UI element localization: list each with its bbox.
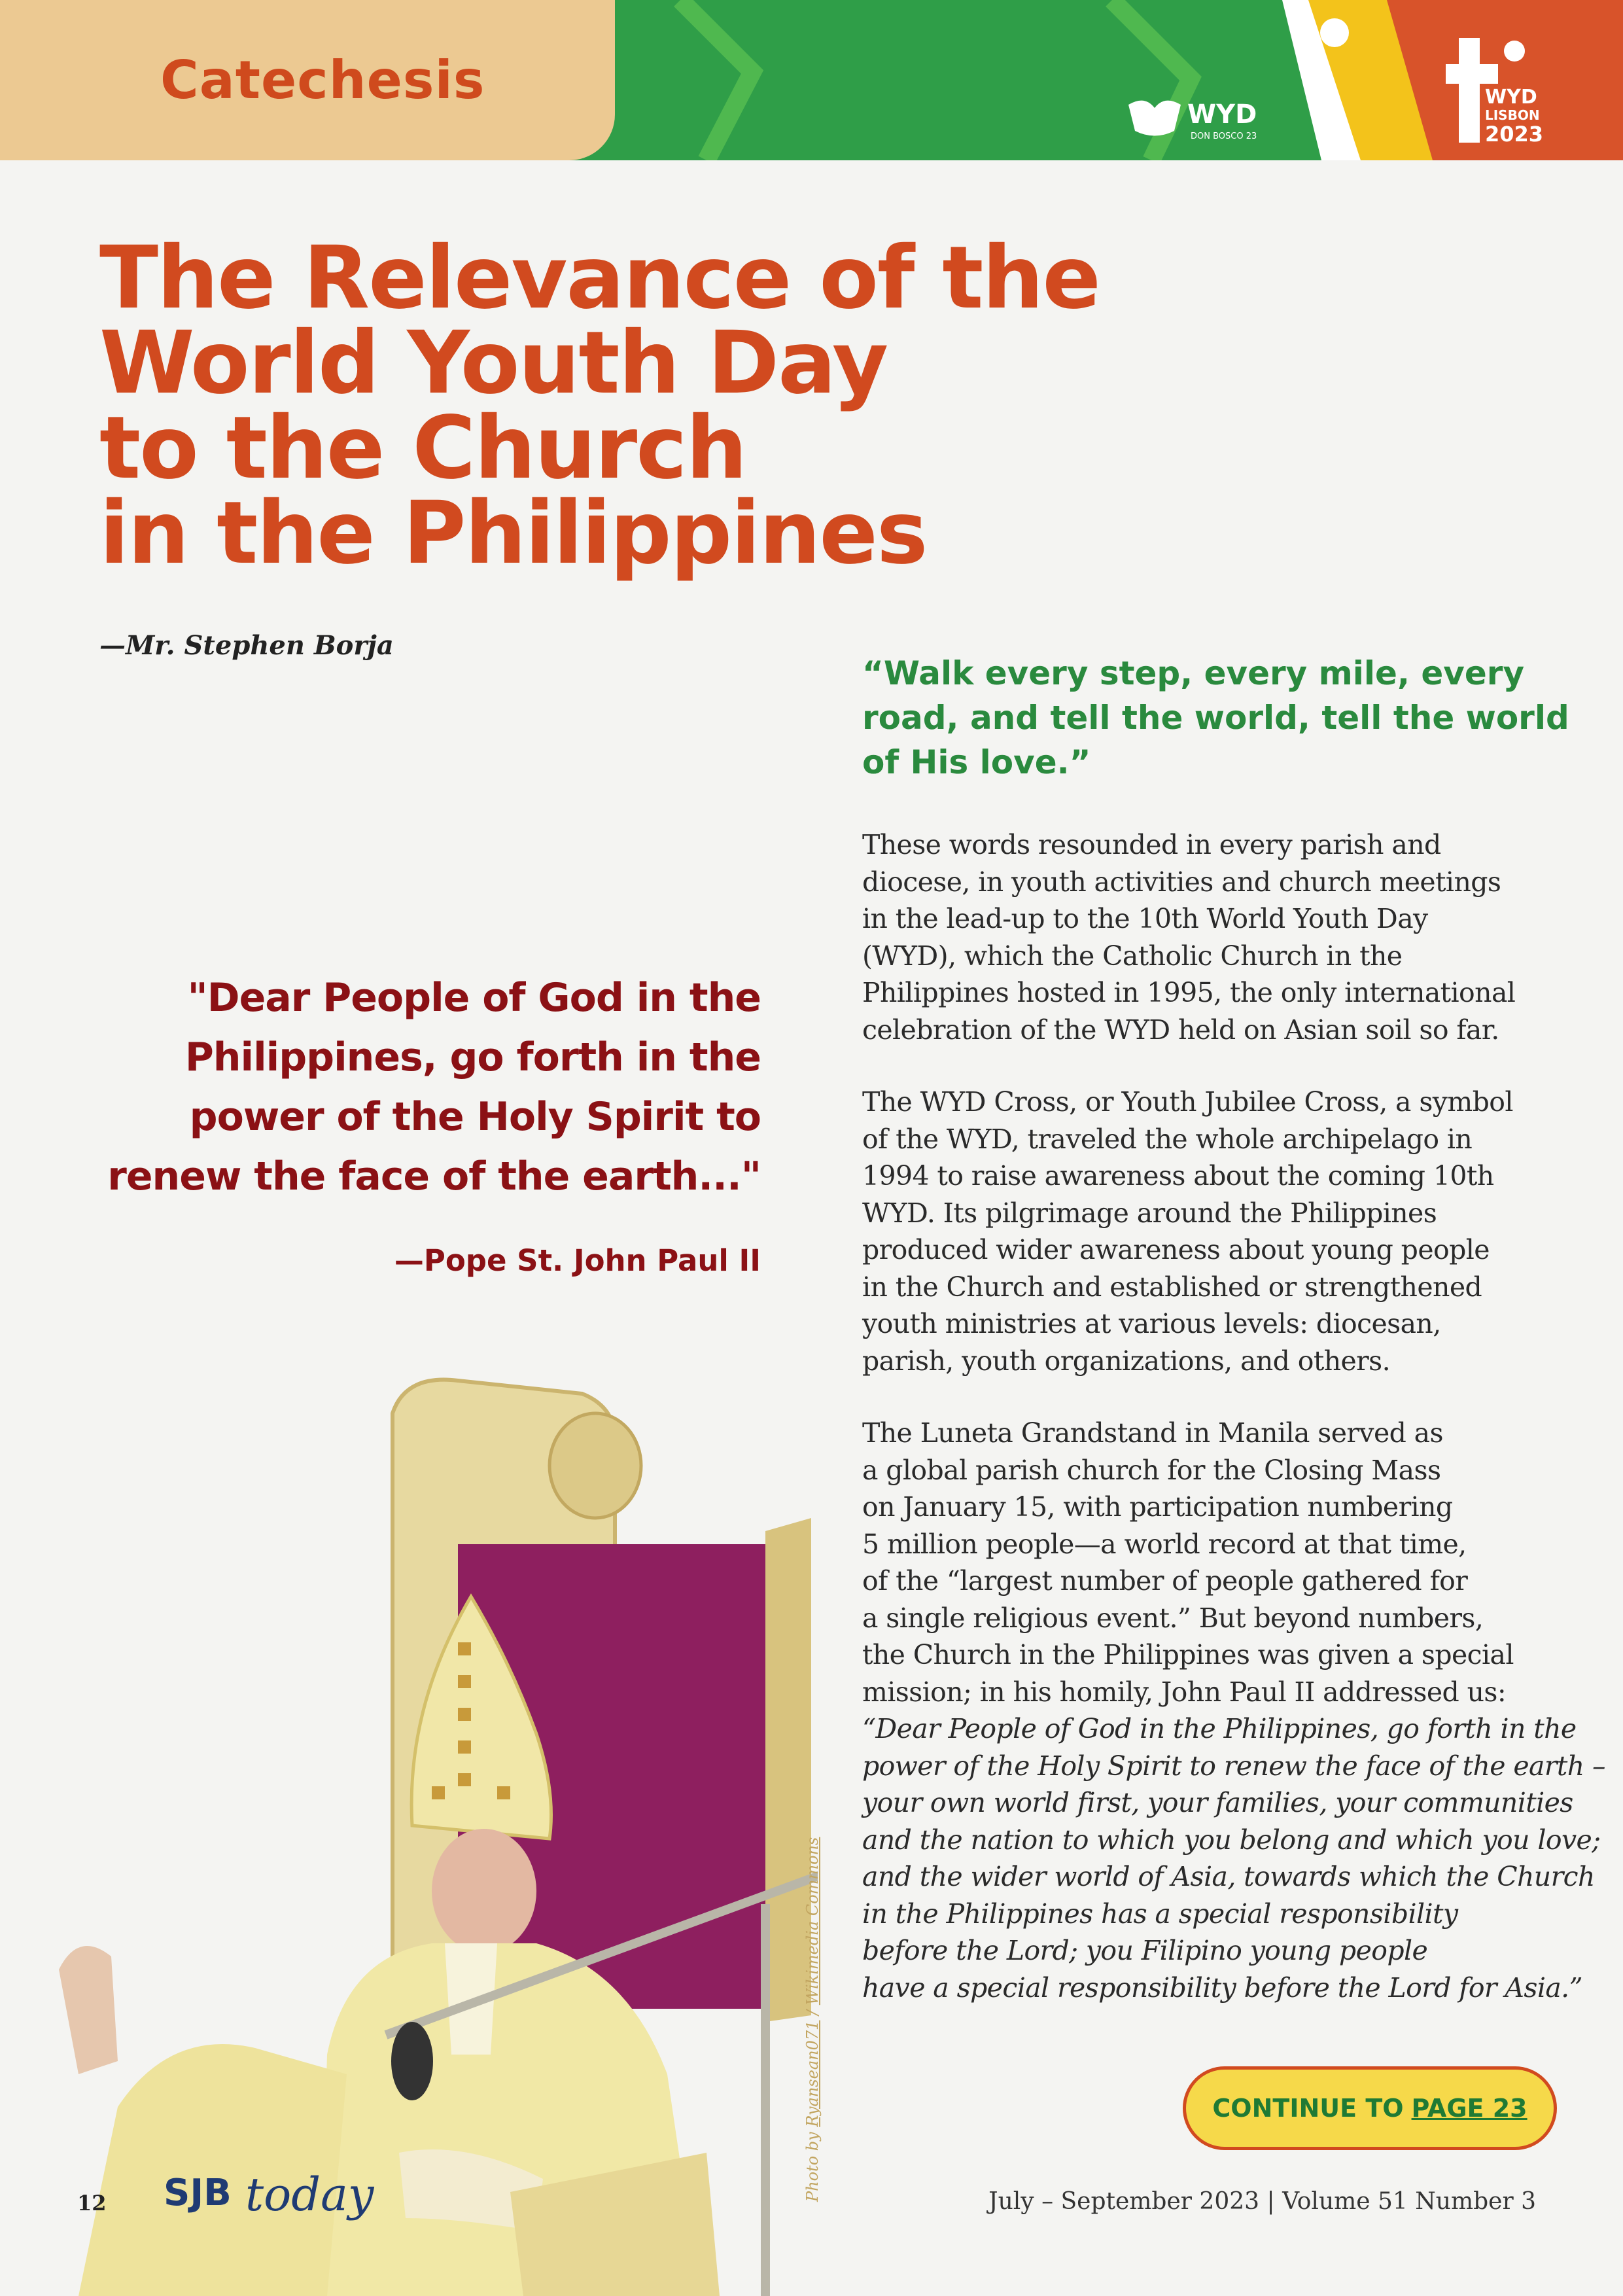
text-line: celebration of the WYD held on Asian soil so far. — [862, 1014, 1499, 1046]
text-line: Philippines hosted in 1995, the only international — [862, 977, 1516, 1008]
text-line: 1994 to raise awareness about the coming 10th — [862, 1160, 1494, 1192]
body-paragraph-2 — [862, 1084, 1556, 1379]
pull-quote-line: Philippines, go forth in the — [184, 1034, 761, 1080]
text-line: The Luneta Grandstand in Manila served as — [862, 1417, 1443, 1449]
sjb-today-logo — [164, 2159, 379, 2231]
text-line: diocese, in youth activities and church meetings — [862, 866, 1501, 898]
title-line: in the Philippines — [99, 483, 927, 584]
section-label: Catechesis — [160, 50, 485, 111]
homily-quote-line: “Dear People of God in the Philippines, go forth in the — [862, 1713, 1577, 1744]
homily-quote-line: and the nation to which you belong and which you love; — [862, 1824, 1601, 1856]
svg-text:today: today — [245, 2168, 374, 2221]
text-line: These words resounded in every parish and — [862, 829, 1441, 860]
text-line: on January 15, with participation numbering — [862, 1491, 1453, 1523]
svg-text:WYD: WYD — [1485, 86, 1537, 109]
song-quote-line: of His love.” — [862, 743, 1091, 781]
text-line: WYD. Its pilgrimage around the Philippines — [862, 1197, 1437, 1229]
text-line: parish, youth organizations, and others. — [862, 1345, 1391, 1377]
text-line: in the Church and established or strengthened — [862, 1271, 1482, 1303]
issue-info: July – September 2023 | Volume 51 Number 3 — [988, 2188, 1536, 2215]
pope-photo — [39, 1368, 818, 2296]
body-paragraph-1 — [862, 826, 1556, 1048]
photo-credit-prefix: Photo by — [803, 2127, 822, 2202]
text-line: The WYD Cross, or Youth Jubilee Cross, a symbol — [862, 1086, 1513, 1118]
author-byline: —Mr. Stephen Borja — [99, 630, 394, 661]
title-line: The Relevance of the — [99, 228, 1100, 328]
svg-text:DON BOSCO 23: DON BOSCO 23 — [1191, 132, 1257, 141]
article-title — [99, 228, 1100, 584]
homily-quote-line: in the Philippines has a special responsibility — [862, 1898, 1458, 1930]
text-line: 5 million people—a world record at that time, — [862, 1528, 1467, 1560]
pull-quote — [41, 968, 761, 1207]
body-paragraph-3 — [862, 1415, 1605, 2006]
continue-button[interactable] — [1183, 2066, 1557, 2150]
continue-page-link[interactable]: PAGE 23 — [1411, 2094, 1527, 2123]
svg-text:WYD: WYD — [1187, 99, 1257, 130]
text-line: a single religious event.” But beyond numbers, — [862, 1602, 1484, 1634]
svg-text:2023: 2023 — [1485, 122, 1544, 147]
text-line: mission; in his homily, John Paul II addressed us: — [862, 1676, 1507, 1708]
pull-quote-line: "Dear People of God in the — [187, 975, 761, 1021]
photo-credit-author-link[interactable]: Ryansean071 — [803, 2020, 822, 2127]
wyd-lisbon-logo — [1446, 31, 1557, 149]
header-band — [0, 0, 1623, 160]
svg-text:LISBON: LISBON — [1485, 107, 1540, 123]
text-line: produced wider awareness about young people — [862, 1234, 1490, 1265]
homily-quote-line: have a special responsibility before the Lord for Asia.” — [862, 1971, 1582, 2004]
wyd-don-bosco-logo — [1125, 92, 1282, 144]
section-tab — [0, 0, 615, 160]
song-quote — [862, 651, 1569, 785]
pull-quote-line: power of the Holy Spirit to — [189, 1094, 761, 1140]
homily-quote-line: and the wider world of Asia, towards which the Church — [862, 1861, 1595, 1892]
pull-quote-line: renew the face of the earth..." — [107, 1154, 761, 1199]
photo-credit-separator: / — [803, 2005, 822, 2021]
page-number: 12 — [77, 2191, 107, 2216]
song-quote-line: “Walk every step, every mile, every — [862, 654, 1525, 692]
text-line: of the WYD, traveled the whole archipelago in — [862, 1123, 1473, 1155]
song-quote-line: road, and tell the world, tell the world — [862, 699, 1569, 737]
text-line: youth ministries at various levels: diocesan, — [862, 1308, 1441, 1339]
photo-credit-source-link[interactable]: Wikimedia Commons — [803, 1837, 822, 2005]
title-line: to the Church — [99, 398, 746, 499]
pull-quote-attribution: —Pope St. John Paul II — [394, 1243, 761, 1278]
title-line: World Youth Day — [99, 313, 888, 414]
homily-quote-line: power of the Holy Spirit to renew the face of the earth – — [862, 1750, 1605, 1782]
text-line: in the lead-up to the 10th World Youth Day — [862, 903, 1428, 934]
continue-label: CONTINUE TO — [1212, 2094, 1404, 2123]
homily-quote-line: your own world first, your families, your communities — [862, 1787, 1573, 1818]
homily-quote-line: before the Lord; you Filipino young people — [862, 1935, 1428, 1966]
text-line: (WYD), which the Catholic Church in the — [862, 940, 1403, 972]
text-line: a global parish church for the Closing Mass — [862, 1454, 1441, 1486]
text-line: of the “largest number of people gathered for — [862, 1565, 1468, 1597]
svg-text:SJB: SJB — [164, 2172, 232, 2214]
photo-credit — [803, 1837, 822, 2202]
text-line: the Church in the Philippines was given a special — [862, 1639, 1514, 1670]
